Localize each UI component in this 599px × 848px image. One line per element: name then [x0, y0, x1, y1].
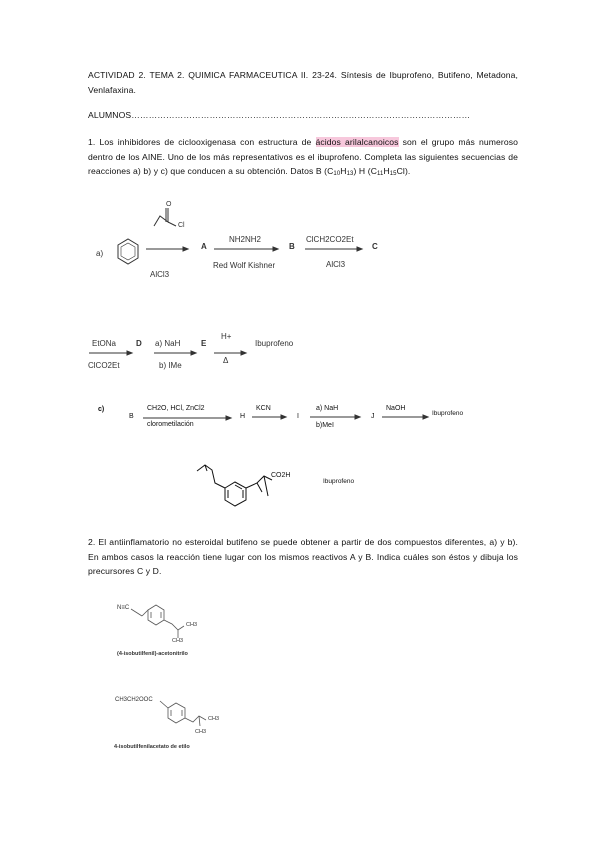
reagent-etona: EtONa [92, 339, 117, 348]
q1-mid2: H [383, 166, 390, 177]
question-2: 2. El antiinflamatorio no esteroidal butifeno se puede obtener a partir de dos compuestos diferentes, a) y b). En ambos casos la reacción tiene lugar con los mismos reactivos A y B. Indica cuáles son éstos y dibuja los precursores C y D. [88, 537, 518, 577]
acetonitrile-structure [131, 605, 184, 638]
scheme-a-label: a) [96, 249, 104, 258]
q1-text-4: Cl). [396, 166, 411, 177]
reagent-alcl3-1: AlCl3 [150, 270, 170, 279]
compound2-ch3-top: CH3 [208, 716, 220, 722]
scheme-c-label: c) [98, 406, 105, 413]
reagent-hydrazine: NH2NH2 [229, 235, 262, 244]
reagent-heat: Δ [223, 356, 229, 365]
product-ibuprofen-c: Ibuprofeno [432, 410, 464, 417]
q1-b-sub2: 13 [346, 171, 354, 178]
product-c: C [372, 242, 378, 251]
q1-text-1: 1. Los inhibidores de ciclooxigenasa con estructura de [88, 137, 316, 147]
ester-structure [160, 701, 206, 726]
page-title: ACTIVIDAD 2. TEMA 2. QUIMICA FARMACEUTICA II. 23-24. Síntesis de Ibuprofeno, Butifeno, Metadona, Venlafaxina. [88, 70, 518, 95]
ibuprofen-structure-label: Ibuprofeno [323, 478, 355, 485]
nitrile-group: N≡C [117, 605, 130, 611]
reagent-naoh: NaOH [386, 405, 406, 412]
product-d: D [136, 339, 142, 348]
q1-text-2: son el grupo más numeroso dentro de los AINE. Uno de los más representativos es el ibuprofeno. Completa las siguientes secuencias de reacciones a) b) y c) que conducen a su obtención. Datos B (C [88, 137, 519, 177]
reagent-clorometilacion: clorometilación [147, 421, 194, 428]
product-b: B [289, 242, 295, 251]
product-a: A [201, 242, 207, 251]
product-h: H [240, 413, 246, 420]
reagent-acid: H+ [221, 332, 232, 341]
acyl-oxygen: O [166, 201, 172, 208]
reagent-nah-c: a) NaH [316, 405, 339, 412]
compound2-ch3-bottom: CH3 [195, 729, 207, 735]
reagent-ime: b) IMe [159, 361, 182, 370]
q1-h-sub1: 11 [377, 171, 384, 178]
students-line: ALUMNOS……………………………………………………………………………………………………… [88, 110, 471, 120]
reagent-clco2et: ClCO2Et [88, 361, 120, 370]
compound1-name: (4-isobutilfenil)-acetonitrilo [117, 651, 188, 657]
q1-text-3: ) H (C [353, 166, 377, 177]
q1-b-sub1: 10 [333, 171, 341, 178]
ester-group: CH3CH2OOC [115, 697, 153, 703]
compound2-name: 4-isobutilfenilacetato de etilo [114, 744, 190, 750]
reagent-chloroacetate: ClCH2CO2Et [306, 235, 354, 244]
reagent-kcn: KCN [256, 405, 271, 412]
ibuprofen-structure [197, 465, 272, 506]
q1-h-sub2: 15 [389, 171, 397, 178]
product-i: I [297, 413, 299, 420]
carboxyl-group: CO2H [271, 472, 291, 479]
reagent-nah: a) NaH [155, 339, 181, 348]
q1-highlight: ácidos arilalcanoicos [315, 137, 399, 147]
acyl-chlorine: Cl [178, 222, 185, 229]
product-e: E [201, 339, 207, 348]
product-j: J [371, 413, 375, 420]
product-ibuprofen-b: Ibuprofeno [255, 339, 294, 348]
reagent-mei: b)MeI [316, 422, 334, 429]
compound1-ch3-bottom: CH3 [172, 638, 184, 644]
reagent-alcl3-2: AlCl3 [326, 260, 346, 269]
reagent-chloromethylation: CH2O, HCl, ZnCl2 [147, 405, 205, 412]
compound1-ch3-top: CH3 [186, 622, 198, 628]
reagent-wolf-kishner: Red Wolf Kishner [213, 261, 276, 270]
start-b: B [129, 413, 134, 420]
q1-mid1: H [340, 166, 347, 177]
